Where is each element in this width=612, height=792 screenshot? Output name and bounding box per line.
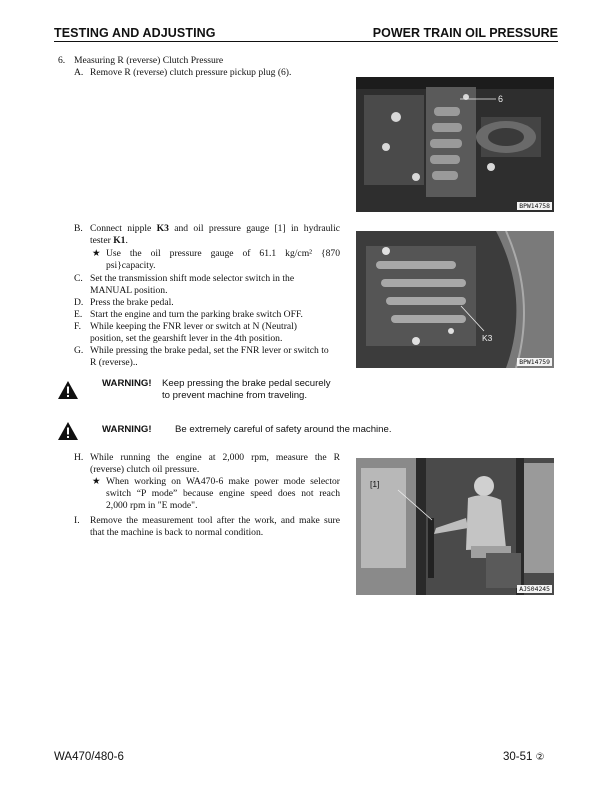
step-f-line1: While keeping the FNR lever or switch at N (Neutral) <box>90 321 298 332</box>
photo3-callout: [1] <box>370 479 380 489</box>
warning-text-1-line2: to prevent machine from traveling. <box>162 390 308 401</box>
photo1-code: BPW14758 <box>519 202 550 210</box>
step-e-text: Start the engine and turn the parking brake switch OFF. <box>90 309 303 320</box>
step-d-letter: D. <box>74 297 84 308</box>
step-g-line2: R (reverse).. <box>90 357 138 368</box>
footer-model: WA470/480-6 <box>54 751 124 763</box>
photo3-code: AJS04245 <box>519 585 550 593</box>
step-b-line2: tester K1. <box>90 235 128 246</box>
photo-clutch-plug-image <box>356 77 554 212</box>
revision-mark: ② <box>535 752 545 763</box>
photo-clutch-plug <box>356 77 554 212</box>
step-i-line2: that the machine is back to normal condition. <box>90 527 264 538</box>
photo2-code: BPW14759 <box>519 358 550 366</box>
step-h-line1: While running the engine at 2,000 rpm, measure the R <box>90 452 340 463</box>
warning-label-1: WARNING! <box>102 378 152 389</box>
photo2-callout: K3 <box>482 333 493 343</box>
warning-text-1-line1: Keep pressing the brake pedal securely <box>162 378 331 389</box>
step-h-line2: (reverse) clutch oil pressure. <box>90 464 200 475</box>
step-f-letter: F. <box>74 321 81 332</box>
warning-icon <box>57 380 79 400</box>
nipple-code: K3 <box>156 223 169 234</box>
tester-code: K1 <box>113 235 126 246</box>
star-icon: ★ <box>92 248 101 259</box>
step-f-line2: position, set the gearshift lever in the 4th position. <box>90 333 283 344</box>
step-a-text: Remove R (reverse) clutch pressure pickup plug (6). <box>90 67 292 78</box>
step-c-line1: Set the transmission shift mode selector switch in the <box>90 273 295 284</box>
step-b-letter: B. <box>74 223 83 234</box>
warning-icon <box>57 421 79 441</box>
step-h-letter: H. <box>74 452 84 463</box>
step-i-line1: Remove the measurement tool after the work, and make sure <box>90 515 340 526</box>
step-h-note-line1: When working on WA470-6 make power mode selector <box>106 476 340 487</box>
step-title: Measuring R (reverse) Clutch Pressure <box>74 55 224 66</box>
page-header <box>54 26 558 42</box>
step-i-letter: I. <box>74 515 80 526</box>
step-h-note-line2: switch “P mode” because engine speed does not reach <box>106 488 340 499</box>
star-icon: ★ <box>92 476 101 487</box>
step-b-line1: Connect nipple K3 and oil pressure gauge [1] in hydraulic <box>90 223 341 234</box>
step-b-note-line2: psi}capacity. <box>106 260 156 271</box>
photo-nipple-k3-image <box>356 231 554 368</box>
step-c-letter: C. <box>74 273 83 284</box>
footer-page <box>503 751 545 763</box>
step-number: 6. <box>58 55 66 66</box>
step-h-note-line3: 2,000 rpm in "E mode". <box>106 500 198 511</box>
page-number: 30-51 <box>503 751 533 763</box>
step-d-text: Press the brake pedal. <box>90 297 174 308</box>
step-e-letter: E. <box>74 309 83 320</box>
chapter-title: POWER TRAIN OIL PRESSURE <box>372 26 558 40</box>
photo1-callout: 6 <box>498 94 504 104</box>
step-g-line1: While pressing the brake pedal, set the FNR lever or switch to <box>90 345 329 356</box>
section-title: TESTING AND ADJUSTING <box>54 26 216 40</box>
warning-label-2: WARNING! <box>102 424 152 435</box>
photo-nipple-k3 <box>356 231 554 368</box>
warning-text-2: Be extremely careful of safety around the machine. <box>175 424 392 435</box>
photo-operator-cab <box>356 458 554 595</box>
step-a-letter: A. <box>74 67 84 78</box>
step-g-letter: G. <box>74 345 84 356</box>
step-c-line2: MANUAL position. <box>90 285 168 296</box>
photo-operator-cab-image <box>356 458 554 595</box>
step-b-note-line1: Use the oil pressure gauge of 61.1 kg/cm² {870 <box>106 248 340 259</box>
